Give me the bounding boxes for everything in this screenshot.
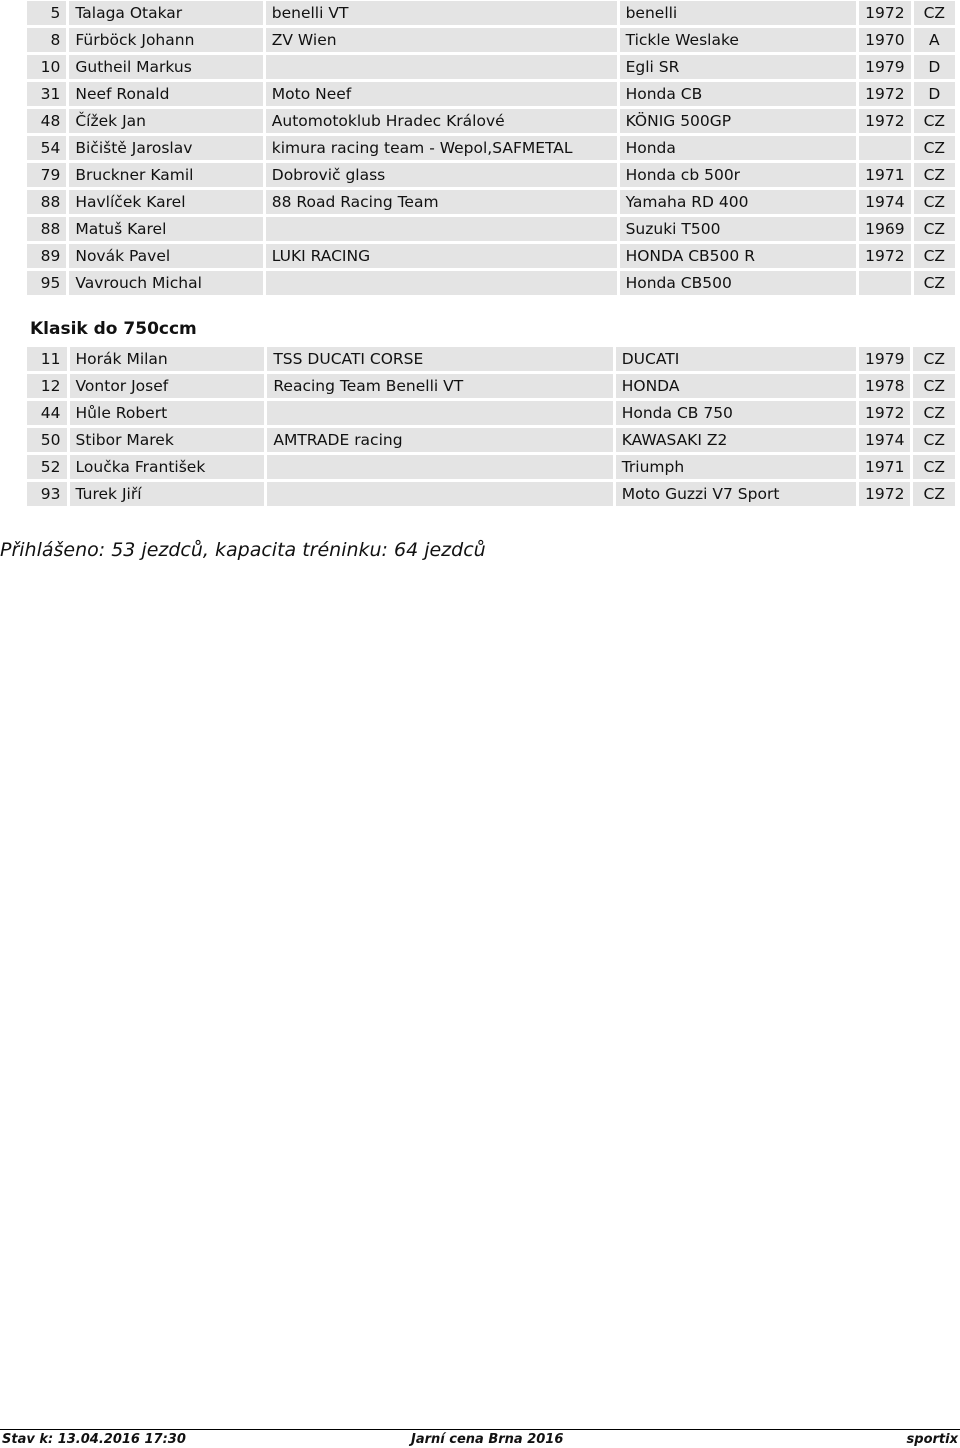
- rider-name-cell: Vavrouch Michal: [69, 271, 262, 295]
- nationality-cell: CZ: [914, 244, 955, 268]
- table-row: [27, 136, 955, 160]
- year-cell: 1971: [859, 163, 911, 187]
- motorcycle-cell: Tickle Weslake: [620, 28, 856, 52]
- nationality-cell: CZ: [914, 163, 955, 187]
- year-cell: 1979: [859, 347, 911, 371]
- nationality-cell: CZ: [913, 347, 955, 371]
- rider-name-cell: Matuš Karel: [69, 217, 262, 241]
- nationality-cell: CZ: [913, 428, 955, 452]
- rider-name-cell: Vontor Josef: [70, 374, 265, 398]
- year-cell: 1969: [859, 217, 911, 241]
- year-cell: [859, 271, 911, 295]
- year-cell: 1972: [859, 1, 911, 25]
- rider-number-cell: 88: [27, 190, 66, 214]
- table-row: [27, 271, 955, 295]
- rider-number-cell: 11: [27, 347, 67, 371]
- motorcycle-cell: Honda CB: [620, 82, 856, 106]
- entries-table-top: [24, 0, 958, 298]
- team-name-cell: Automotoklub Hradec Králové: [266, 109, 617, 133]
- year-cell: 1972: [859, 82, 911, 106]
- team-name-cell: benelli VT: [266, 1, 617, 25]
- year-cell: 1972: [859, 109, 911, 133]
- table-row: [27, 347, 955, 371]
- table-row: [27, 1, 955, 25]
- rider-name-cell: Čížek Jan: [69, 109, 262, 133]
- table-row: [27, 28, 955, 52]
- nationality-cell: D: [914, 82, 955, 106]
- motorcycle-cell: Honda CB500: [620, 271, 856, 295]
- motorcycle-cell: Egli SR: [620, 55, 856, 79]
- footer-event-name: Jarní cena Brna 2016: [411, 1432, 564, 1447]
- nationality-cell: CZ: [913, 455, 955, 479]
- table-row: [27, 163, 955, 187]
- motorcycle-cell: KAWASAKI Z2: [616, 428, 856, 452]
- table-row: [27, 482, 955, 506]
- year-cell: 1971: [859, 455, 911, 479]
- year-cell: 1972: [859, 401, 911, 425]
- team-name-cell: 88 Road Racing Team: [266, 190, 617, 214]
- team-name-cell: Dobrovič glass: [266, 163, 617, 187]
- rider-number-cell: 50: [27, 428, 67, 452]
- year-cell: [859, 136, 911, 160]
- team-name-cell: TSS DUCATI CORSE: [267, 347, 612, 371]
- rider-number-cell: 8: [27, 28, 66, 52]
- rider-name-cell: Talaga Otakar: [69, 1, 262, 25]
- year-cell: 1974: [859, 428, 911, 452]
- team-name-cell: kimura racing team - Wepol,SAFMETAL: [266, 136, 617, 160]
- rider-name-cell: Havlíček Karel: [69, 190, 262, 214]
- motorcycle-cell: Triumph: [616, 455, 856, 479]
- rider-name-cell: Neef Ronald: [69, 82, 262, 106]
- rider-name-cell: Bičiště Jaroslav: [69, 136, 262, 160]
- rider-number-cell: 89: [27, 244, 66, 268]
- footer-brand: sportix: [906, 1432, 958, 1447]
- motorcycle-cell: benelli: [620, 1, 856, 25]
- rider-number-cell: 5: [27, 1, 66, 25]
- rider-name-cell: Horák Milan: [70, 347, 265, 371]
- team-name-cell: LUKI RACING: [266, 244, 617, 268]
- team-name-cell: [266, 55, 617, 79]
- rider-number-cell: 31: [27, 82, 66, 106]
- motorcycle-cell: Moto Guzzi V7 Sport: [616, 482, 856, 506]
- table-row: [27, 401, 955, 425]
- table-row: [27, 190, 955, 214]
- rider-name-cell: Turek Jiří: [70, 482, 265, 506]
- year-cell: 1978: [859, 374, 911, 398]
- rider-name-cell: Stibor Marek: [70, 428, 265, 452]
- team-name-cell: [266, 217, 617, 241]
- team-name-cell: [266, 271, 617, 295]
- nationality-cell: CZ: [913, 374, 955, 398]
- motorcycle-cell: KÖNIG 500GP: [620, 109, 856, 133]
- rider-name-cell: Loučka František: [70, 455, 265, 479]
- rider-number-cell: 93: [27, 482, 67, 506]
- motorcycle-cell: Honda cb 500r: [620, 163, 856, 187]
- rider-name-cell: Gutheil Markus: [69, 55, 262, 79]
- rider-number-cell: 48: [27, 109, 66, 133]
- table-row: [27, 55, 955, 79]
- nationality-cell: CZ: [914, 1, 955, 25]
- rider-number-cell: 44: [27, 401, 67, 425]
- motorcycle-cell: Suzuki T500: [620, 217, 856, 241]
- rider-name-cell: Fürböck Johann: [69, 28, 262, 52]
- table-row: [27, 217, 955, 241]
- rider-name-cell: Novák Pavel: [69, 244, 262, 268]
- year-cell: 1972: [859, 482, 911, 506]
- year-cell: 1974: [859, 190, 911, 214]
- rider-name-cell: Hůle Robert: [70, 401, 265, 425]
- table-row: [27, 244, 955, 268]
- nationality-cell: CZ: [914, 271, 955, 295]
- team-name-cell: ZV Wien: [266, 28, 617, 52]
- nationality-cell: CZ: [914, 136, 955, 160]
- nationality-cell: CZ: [914, 109, 955, 133]
- team-name-cell: [267, 401, 612, 425]
- footer-status-date: Stav k: 13.04.2016 17:30: [2, 1432, 186, 1447]
- motorcycle-cell: Yamaha RD 400: [620, 190, 856, 214]
- entries-table-top-body: [27, 1, 955, 295]
- year-cell: 1972: [859, 244, 911, 268]
- nationality-cell: D: [914, 55, 955, 79]
- rider-number-cell: 54: [27, 136, 66, 160]
- table-row: [27, 455, 955, 479]
- motorcycle-cell: HONDA: [616, 374, 856, 398]
- motorcycle-cell: DUCATI: [616, 347, 856, 371]
- team-name-cell: [267, 482, 612, 506]
- nationality-cell: CZ: [913, 401, 955, 425]
- motorcycle-cell: Honda: [620, 136, 856, 160]
- registration-summary: Přihlášeno: 53 jezdců, kapacita tréninku: 64 jezdců: [0, 539, 486, 561]
- rider-number-cell: 12: [27, 374, 67, 398]
- entries-table-bottom-body: [27, 347, 955, 506]
- table-row: [27, 428, 955, 452]
- rider-number-cell: 95: [27, 271, 66, 295]
- team-name-cell: Moto Neef: [266, 82, 617, 106]
- rider-number-cell: 88: [27, 217, 66, 241]
- table-row: [27, 374, 955, 398]
- nationality-cell: A: [914, 28, 955, 52]
- team-name-cell: Reacing Team Benelli VT: [267, 374, 612, 398]
- nationality-cell: CZ: [913, 482, 955, 506]
- team-name-cell: AMTRADE racing: [267, 428, 612, 452]
- entries-table-bottom: [24, 344, 958, 509]
- table-row: [27, 82, 955, 106]
- nationality-cell: CZ: [914, 190, 955, 214]
- year-cell: 1979: [859, 55, 911, 79]
- rider-number-cell: 79: [27, 163, 66, 187]
- page-footer: [0, 1429, 960, 1448]
- motorcycle-cell: HONDA CB500 R: [620, 244, 856, 268]
- team-name-cell: [267, 455, 612, 479]
- table-row: [27, 109, 955, 133]
- nationality-cell: CZ: [914, 217, 955, 241]
- rider-number-cell: 52: [27, 455, 67, 479]
- rider-name-cell: Bruckner Kamil: [69, 163, 262, 187]
- year-cell: 1970: [859, 28, 911, 52]
- class-title: Klasik do 750ccm: [30, 319, 197, 339]
- rider-number-cell: 10: [27, 55, 66, 79]
- motorcycle-cell: Honda CB 750: [616, 401, 856, 425]
